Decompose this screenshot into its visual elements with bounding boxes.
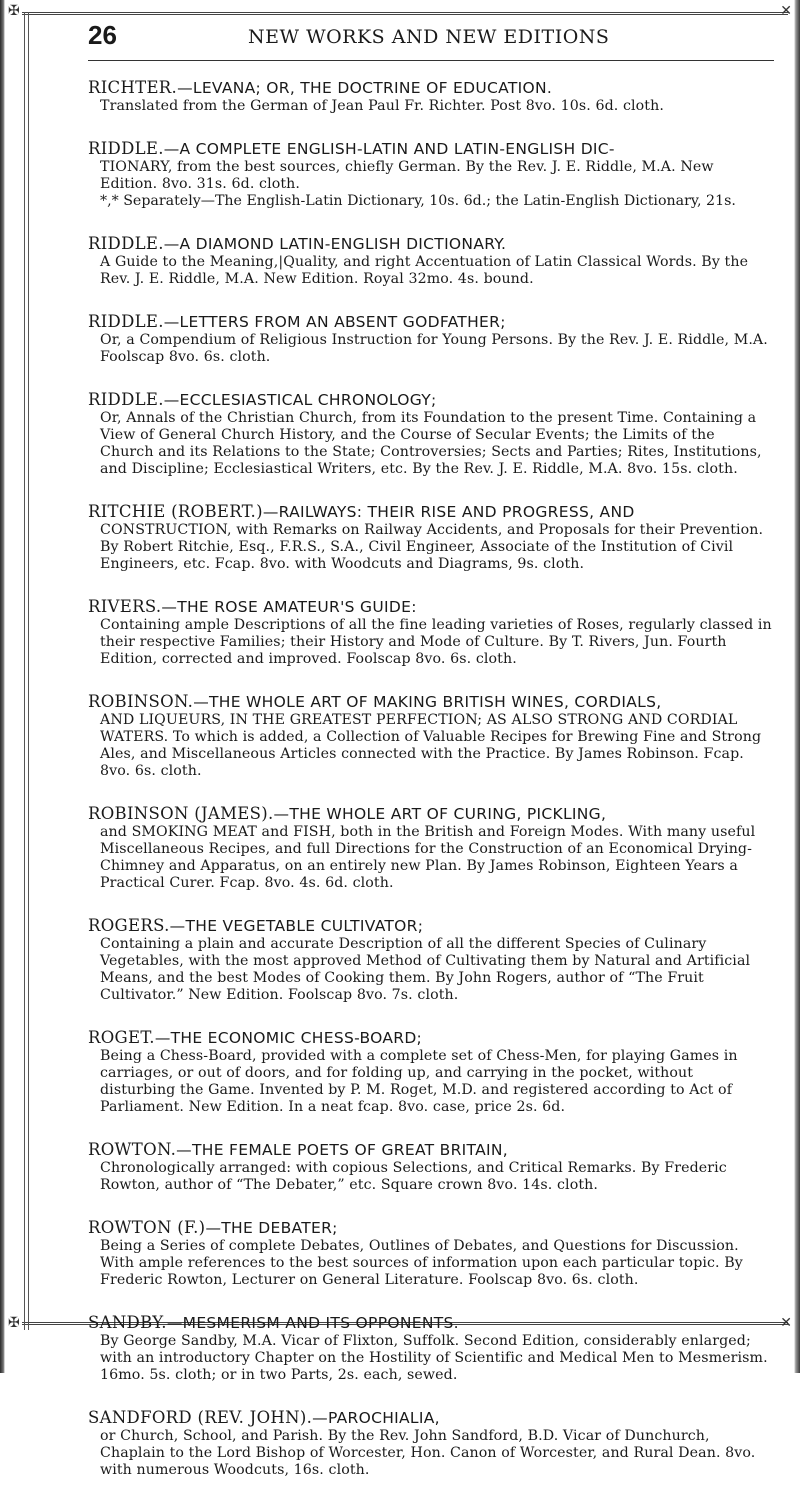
page-header bbox=[88, 20, 774, 61]
entry-description: Or, a Compendium of Religious Instruction for Young Persons. By the Rev. J. E. Riddle, M.A. Foolscap 8vo. 6s. cloth. bbox=[100, 332, 768, 365]
entry-description: Translated from the German of Jean Paul Fr. Richter. Post 8vo. 10s. 6d. cloth. bbox=[100, 98, 664, 114]
entry-author: ROWTON (F.) bbox=[88, 1218, 206, 1237]
catalogue-entry bbox=[88, 312, 772, 366]
entry-heading bbox=[88, 312, 772, 332]
catalogue-entry bbox=[88, 916, 772, 1004]
entry-title: —A DIAMOND LATIN-ENGLISH DICTIONARY. bbox=[163, 235, 507, 253]
entry-title: —RAILWAYS: THEIR RISE AND PROGRESS, AND bbox=[262, 503, 635, 521]
entry-author: ROGET. bbox=[88, 1028, 155, 1047]
entry-description: Containing a plain and accurate Description of all the different Species of Culinary Vegetables, with the most approved Method of Cultivating them by Natural and Artificial Means, and the best Modes of Cooking them. By John Rogers, author of “The Fruit Cultivator.” New Edition. Foolscap 8vo. 7s. cloth. bbox=[100, 936, 751, 1003]
catalogue-entry bbox=[88, 1218, 772, 1289]
catalogue-entry bbox=[88, 78, 772, 115]
running-head: NEW WORKS AND NEW EDITIONS bbox=[248, 26, 610, 48]
entry-heading bbox=[88, 1408, 772, 1428]
entry-heading bbox=[88, 390, 772, 410]
entry-author: ROWTON. bbox=[88, 1140, 177, 1159]
entry-heading bbox=[88, 234, 772, 254]
entry-heading bbox=[88, 1028, 772, 1048]
entry-author: SANDFORD (REV. JOHN). bbox=[88, 1408, 313, 1427]
entry-title: —THE ROSE AMATEUR'S GUIDE: bbox=[161, 598, 417, 616]
entry-heading bbox=[88, 597, 772, 617]
entry-description: AND LIQUEURS, IN THE GREATEST PERFECTION; AS ALSO STRONG AND CORDIAL WATERS. To which is added, a Collection of Valuable Recipes for Brewing Fine and Strong Ales, and Miscellaneous Articles connected with the Practice. By James Robinson. Fcap. 8vo. 6s. cloth. bbox=[100, 712, 762, 779]
catalogue-entry bbox=[88, 502, 772, 573]
entry-author: RIDDLE. bbox=[88, 390, 164, 409]
corner-ornament-icon: ✕ bbox=[780, 3, 792, 19]
entry-title: —LETTERS FROM AN ABSENT GODFATHER; bbox=[163, 313, 506, 331]
entry-author: RITCHIE (ROBERT.) bbox=[88, 502, 263, 521]
catalogue-entries bbox=[88, 78, 772, 1503]
entry-author: RIDDLE. bbox=[88, 234, 164, 253]
entry-heading bbox=[88, 1218, 772, 1238]
entry-heading bbox=[88, 139, 772, 159]
entry-author: RICHTER. bbox=[88, 78, 178, 97]
entry-heading bbox=[88, 1313, 772, 1333]
page-number: 26 bbox=[88, 20, 117, 50]
entry-description: Chronologically arranged: with copious Selections, and Critical Remarks. By Frederic Rowton, author of “The Debater,” etc. Square crown 8vo. 14s. cloth. bbox=[100, 1160, 727, 1193]
catalogue-entry bbox=[88, 139, 772, 210]
corner-ornament-icon: ✠ bbox=[8, 3, 20, 19]
entry-description: CONSTRUCTION, with Remarks on Railway Accidents, and Proposals for their Prevention. By Robert Ritchie, Esq., F.R.S., S.A., Civil Engineer, Associate of the Institution of Civil Engineers, etc. Fcap. 8vo. with Woodcuts and Diagrams, 9s. cloth. bbox=[100, 522, 764, 572]
entry-heading bbox=[88, 502, 772, 522]
entry-description: or Church, School, and Parish. By the Rev. John Sandford, B.D. Vicar of Dunchurch, Chaplain to the Lord Bishop of Worcester, Hon. Canon of Worcester, and Rural Dean. 8vo. with numerous Woodcuts, 16s. cloth. bbox=[100, 1428, 756, 1478]
corner-ornament-icon: ✕ bbox=[780, 1315, 792, 1331]
entry-author: ROGERS. bbox=[88, 916, 170, 935]
catalogue-entry bbox=[88, 234, 772, 288]
entry-title: —MESMERISM AND ITS OPPONENTS. bbox=[166, 1314, 459, 1332]
entry-description: By George Sandby, M.A. Vicar of Flixton, Suffolk. Second Edition, considerably enlarged; with an introductory Chapter on the Hostility of Scientific and Medical Men to Mesmerism. 16mo. 5s. cloth; or in two Parts, 2s. each, sewed. bbox=[100, 1333, 768, 1383]
entry-description: and SMOKING MEAT and FISH, both in the British and Foreign Modes. With many useful Miscellaneous Recipes, and full Directions for the Construction of an Economical Drying-Chimney and Apparatus, on an entirely new Plan. By James Robinson, Eighteen Years a Practical Curer. Fcap. 8vo. 4s. 6d. cloth. bbox=[100, 824, 756, 891]
page-edge-left bbox=[0, 0, 5, 1373]
left-border-rule bbox=[24, 12, 29, 1330]
entry-description: Or, Annals of the Christian Church, from its Foundation to the present Time. Containing a View of General Church History, and the Course of Secular Events; the Limits of the Church and its Relations to the State; Controversies; Sects and Parties; Rites, Institutions, and Discipline; Ecclesiastical Writers, etc. By the Rev. J. E. Riddle, M.A. 8vo. 15s. cloth. bbox=[100, 410, 762, 477]
entry-description: Containing ample Descriptions of all the fine leading varieties of Roses, regularly classed in their respective Families; their History and Mode of Culture. By T. Rivers, Jun. Fourth Edition, corrected and improved. Foolscap 8vo. 6s. cloth. bbox=[100, 617, 772, 667]
entry-description: Being a Chess-Board, provided with a complete set of Chess-Men, for playing Games in carriages, or out of doors, and for folding up, and carrying in the pocket, without disturbing the Game. Invented by P. M. Roget, M.D. and registered according to Act of Parliament. New Edition. In a neat fcap. 8vo. case, price 2s. 6d. bbox=[100, 1048, 738, 1115]
catalogue-entry bbox=[88, 1028, 772, 1116]
entry-title: —THE VEGETABLE CULTIVATOR; bbox=[169, 917, 424, 935]
entry-title: —THE WHOLE ART OF MAKING BRITISH WINES, CORDIALS, bbox=[193, 693, 662, 711]
catalogue-entry bbox=[88, 597, 772, 668]
entry-title: —THE FEMALE POETS OF GREAT BRITAIN, bbox=[176, 1141, 508, 1159]
catalogue-entry bbox=[88, 1140, 772, 1194]
entry-author: RIDDLE. bbox=[88, 139, 164, 158]
catalogue-entry bbox=[88, 804, 772, 892]
entry-author: RIDDLE. bbox=[88, 312, 164, 331]
entry-description: A Guide to the Meaning,|Quality, and right Accentuation of Latin Classical Words. By the Rev. J. E. Riddle, M.A. New Edition. Royal 32mo. 4s. bound. bbox=[100, 254, 749, 287]
entry-heading bbox=[88, 916, 772, 936]
entry-author: RIVERS. bbox=[88, 597, 162, 616]
entry-title: —THE ECONOMIC CHESS-BOARD; bbox=[154, 1029, 423, 1047]
entry-description: TIONARY, from the best sources, chiefly German. By the Rev. J. E. Riddle, M.A. New Edition. 8vo. 31s. 6d. cloth. bbox=[100, 159, 714, 192]
entry-title: —THE DEBATER; bbox=[205, 1219, 338, 1237]
entry-heading bbox=[88, 804, 772, 824]
catalogue-entry bbox=[88, 692, 772, 780]
catalogue-entry bbox=[88, 1408, 772, 1479]
entry-author: ROBINSON (JAMES). bbox=[88, 804, 274, 823]
entry-title: —PAROCHIALIA, bbox=[312, 1409, 440, 1427]
catalogue-entry bbox=[88, 1313, 772, 1384]
entry-heading bbox=[88, 1140, 772, 1160]
catalogue-entry bbox=[88, 390, 772, 478]
entry-title: —THE WHOLE ART OF CURING, PICKLING, bbox=[273, 805, 607, 823]
entry-title: —LEVANA; OR, THE DOCTRINE OF EDUCATION. bbox=[177, 79, 553, 97]
entry-heading bbox=[88, 692, 772, 712]
entry-title: —A COMPLETE ENGLISH-LATIN AND LATIN-ENGLISH DIC- bbox=[163, 140, 615, 158]
entry-author: ROBINSON. bbox=[88, 692, 194, 711]
entry-heading bbox=[88, 78, 772, 98]
entry-title: —ECCLESIASTICAL CHRONOLOGY; bbox=[163, 391, 437, 409]
entry-author: SANDBY. bbox=[88, 1313, 167, 1332]
entry-description: Being a Series of complete Debates, Outlines of Debates, and Questions for Discussion. With ample references to the best sources of information upon each particular topic. By Frederic Rowton, Lecturer on General Literature. Foolscap 8vo. 6s. cloth. bbox=[100, 1238, 743, 1288]
page-edge-right bbox=[794, 0, 800, 1373]
corner-ornament-icon: ✠ bbox=[8, 1315, 20, 1331]
entry-note: *,* Separately—The English-Latin Dictionary, 10s. 6d.; the Latin-English Dictionary, 21s. bbox=[100, 193, 736, 209]
